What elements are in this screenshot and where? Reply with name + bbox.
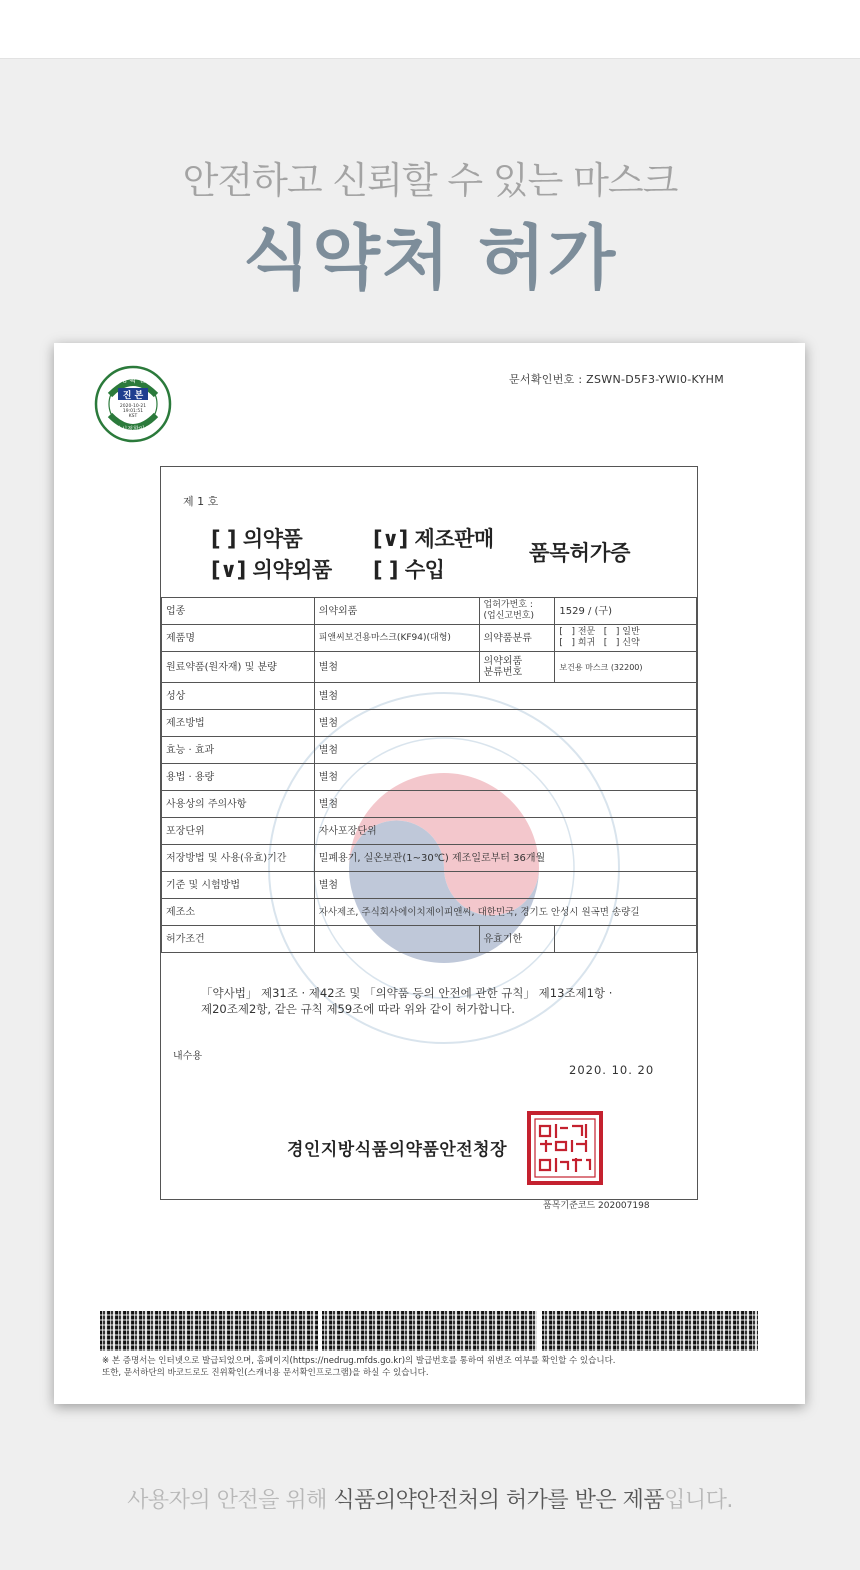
table-row: [162, 845, 697, 872]
cell-value: 별첨: [314, 764, 696, 791]
cell-label: 효능 · 효과: [162, 737, 315, 764]
notice-line: ※ 본 증명서는 인터넷으로 발급되었으며, 홈페이지(https://nedrug.mfds.go.kr)의 발급번호를 통하여 위변조 여부를 확인할 수 있습니다.: [102, 1356, 616, 1366]
table-row: [162, 598, 697, 625]
cell-label: 저장방법 및 사용(유효)기간: [162, 845, 315, 872]
form-number: 제 1 호: [183, 495, 219, 508]
checkbox-import: [ ] 수입: [373, 558, 445, 582]
cell-value: 밀폐용기, 실온보관(1~30℃) 제조일로부터 36개월: [314, 845, 696, 872]
cell-label: 의약외품 분류번호: [479, 652, 555, 683]
statement-line: 「약사법」 제31조 · 제42조 및 「의약품 등의 안전에 관한 규칙」 제13조제1항 ·: [201, 986, 613, 1000]
cell-value: 피앤씨보건용마스크(KF94)(대형): [314, 625, 479, 652]
checkbox-manufacture: [∨] 제조판매: [373, 527, 494, 551]
cell-value: 보건용 마스크 (32200): [555, 652, 697, 683]
svg-text:2020-10-21: 2020-10-21: [119, 404, 147, 409]
table-row: [162, 652, 697, 683]
barcode-block-1: [100, 1311, 318, 1351]
table-row: [162, 764, 697, 791]
table-row: [162, 899, 697, 926]
notice-line: 또한, 문서하단의 바코드로도 진위확인(스캐너용 문서확인프로그램)을 하실 수 있습니다.: [102, 1368, 429, 1378]
svg-text:정부시점확인센터: 정부시점확인센터: [109, 426, 157, 433]
cell-value: 별첨: [314, 791, 696, 818]
checkbox-drug: [ ] 의약품: [211, 527, 303, 551]
cell-value: 별첨: [314, 737, 696, 764]
table-row: [162, 737, 697, 764]
cell-value: [555, 926, 697, 953]
cell-value: 별첨: [314, 652, 479, 683]
permit-table: [161, 597, 697, 953]
certificate-frame: [160, 466, 698, 1200]
issue-date: 2020. 10. 20: [569, 1063, 655, 1077]
cell-value: 자사포장단위: [314, 818, 696, 845]
certificate-document: [54, 343, 805, 1404]
cell-label: 성상: [162, 683, 315, 710]
certificate-title: 품목허가증: [529, 541, 631, 565]
svg-text:진 본: 진 본: [122, 391, 144, 401]
page-subtitle: 안전하고 신뢰할 수 있는 마스크: [182, 159, 678, 202]
svg-text:시 청 확 인 필: 시 청 확 인 필: [111, 376, 155, 384]
cell-value: 의약외품: [314, 598, 479, 625]
cell-label: 업허가번호 : (업신고번호): [479, 598, 555, 625]
cell-value: [314, 926, 479, 953]
cell-value: 별첨: [314, 683, 696, 710]
cell-label: 업종: [162, 598, 315, 625]
cell-label: 제조방법: [162, 710, 315, 737]
cell-label: 제조소: [162, 899, 315, 926]
table-row: [162, 818, 697, 845]
caption-part: 사용자의 안전을 위해: [127, 1488, 334, 1513]
cell-label: 의약품분류: [479, 625, 555, 652]
caption-highlight: 식품의약안전처의 허가를 받은 제품: [333, 1488, 665, 1513]
cell-value: [ ] 전문 [ ] 일반 [ ] 희귀 [ ] 신약: [555, 625, 697, 652]
svg-text:KST: KST: [128, 414, 138, 419]
caption-part: 입니다.: [664, 1488, 733, 1513]
bottom-caption: [0, 1483, 860, 1514]
table-row: [162, 872, 697, 899]
certified-copy-seal: [94, 365, 172, 443]
table-row: [162, 791, 697, 818]
barcode-block-2: [322, 1311, 537, 1351]
svg-text:19:01:51: 19:01:51: [122, 409, 144, 414]
table-row: [162, 625, 697, 652]
checkbox-quasi-drug: [∨] 의약외품: [211, 558, 332, 582]
table-row: [162, 926, 697, 953]
table-row: [162, 710, 697, 737]
verification-notice: [102, 1355, 615, 1379]
statement-line: 제20조제2항, 같은 규칙 제59조에 따라 위와 같이 허가합니다.: [201, 1002, 515, 1016]
cell-label: 기준 및 시험방법: [162, 872, 315, 899]
cell-value: 별첨: [314, 710, 696, 737]
item-standard-code: 품목기준코드 202007198: [543, 1201, 650, 1211]
document-check-number: 문서확인번호 : ZSWN-D5F3-YWI0-KYHM: [509, 373, 725, 386]
cell-label: 사용상의 주의사항: [162, 791, 315, 818]
domestic-use-label: 내수용: [173, 1051, 202, 1062]
official-red-seal: [526, 1110, 604, 1186]
barcode-block-3: [542, 1311, 758, 1351]
page-title: 식약처 허가: [242, 217, 618, 299]
cell-label: 허가조건: [162, 926, 315, 953]
cell-label: 용법 · 용량: [162, 764, 315, 791]
top-bar: [0, 0, 860, 59]
cell-label: 제품명: [162, 625, 315, 652]
table-row: [162, 683, 697, 710]
cell-value: 별첨: [314, 872, 696, 899]
legal-statement: [201, 985, 612, 1017]
cell-value: 1529 / (구): [555, 598, 697, 625]
cell-label: 원료약품(원자재) 및 분량: [162, 652, 315, 683]
issuer-name: 경인지방식품의약품안전청장: [287, 1140, 507, 1160]
cell-value: 자사제조, 주식회사에이치제이피앤씨, 대한민국, 경기도 안성시 원곡면 송량길: [314, 899, 696, 926]
cell-label: 유효기한: [479, 926, 555, 953]
cell-label: 포장단위: [162, 818, 315, 845]
